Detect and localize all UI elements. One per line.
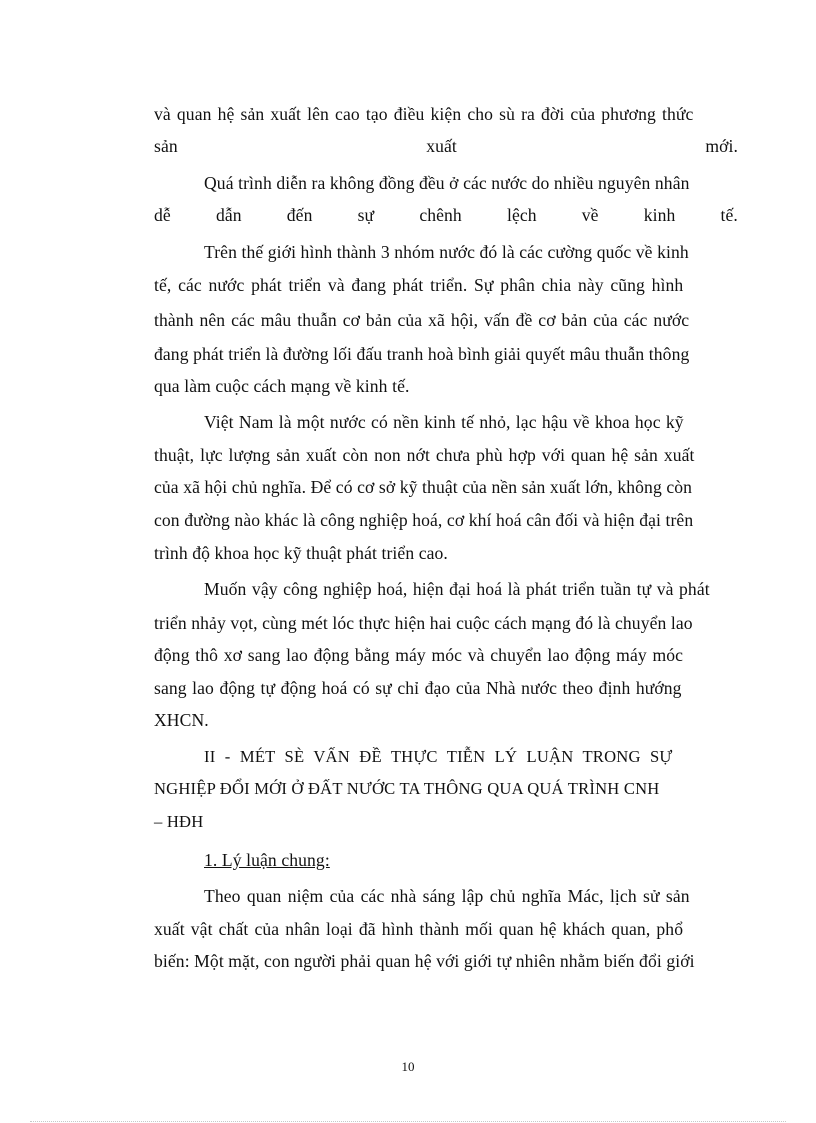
word: kinh xyxy=(643,205,676,225)
spread-line xyxy=(154,135,738,157)
word: mới. xyxy=(705,136,738,156)
word: sự xyxy=(357,205,375,225)
line-text: triển nhảy vọt, cùng mét lóc thực hiện hai cuộc cách mạng đó là chuyển lao xyxy=(154,613,693,633)
heading-text: – HĐH xyxy=(154,812,204,831)
word: dẫn xyxy=(215,205,242,225)
line-text: và quan hệ sản xuất lên cao tạo điều kiện cho sù ra đời của phương thức xyxy=(154,104,694,124)
text-line xyxy=(154,476,738,498)
text-line xyxy=(204,172,738,194)
text-line xyxy=(154,644,738,666)
word: đến xyxy=(286,205,313,225)
text-line xyxy=(154,542,738,564)
text-line xyxy=(154,950,738,972)
word: lệch xyxy=(506,205,537,225)
heading-text: NGHIỆP ĐỔI MỚI Ở ĐẤT NƯỚC TA THÔNG QUA QUÁ TRÌNH CNH xyxy=(154,779,660,798)
line-text: trình độ khoa học kỹ thuật phát triển cao. xyxy=(154,543,448,563)
word: tế. xyxy=(720,205,738,225)
heading-text: II - MÉT SÈ VẤN ĐỀ THỰC TIỄN LÝ LUẬN TRONG SỰ xyxy=(204,747,673,766)
line-text: của xã hội chủ nghĩa. Để có cơ sở kỹ thuật của nền sản xuất lớn, không còn xyxy=(154,477,693,497)
line-text: tế, các nước phát triển và đang phát triển. Sự phân chia này cũng hình xyxy=(154,275,684,295)
word: sản xyxy=(154,136,178,156)
text-line xyxy=(154,677,738,699)
text-line xyxy=(204,885,738,907)
line-text: Muốn vậy công nghiệp hoá, hiện đại hoá là phát triển tuần tự và phát xyxy=(204,579,710,599)
word: xuất xyxy=(426,136,457,156)
line-text: động thô xơ sang lao động bằng máy móc và chuyển lao động máy móc xyxy=(154,645,684,665)
line-text: biến: Một mặt, con người phải quan hệ với giới tự nhiên nhằm biến đổi giới xyxy=(154,951,695,971)
line-text: Theo quan niệm của các nhà sáng lập chủ nghĩa Mác, lịch sử sản xyxy=(204,886,690,906)
line-text: thuật, lực lượng sản xuất còn non nớt chưa phù hợp với quan hệ sản xuất xyxy=(154,445,695,465)
spread-line xyxy=(154,204,738,226)
page-bottom-divider xyxy=(30,1121,786,1122)
line-text: Trên thế giới hình thành 3 nhóm nước đó là các cường quốc về kinh xyxy=(204,242,689,262)
subsection-heading xyxy=(204,849,738,871)
line-text: xuất vật chất của nhân loại đã hình thành mối quan hệ khách quan, phổ xyxy=(154,919,684,939)
text-line xyxy=(154,375,738,397)
line-text: đang phát triển là đường lối đấu tranh hoà bình giải quyết mâu thuẫn thông xyxy=(154,344,690,364)
line-text: thành nên các mâu thuẫn cơ bản của xã hội, vấn đề cơ bản của các nước xyxy=(154,310,690,330)
text-line xyxy=(154,612,738,634)
text-line xyxy=(154,343,738,365)
word: dễ xyxy=(154,205,171,225)
line-text: Việt Nam là một nước có nền kinh tế nhỏ, lạc hậu về khoa học kỹ xyxy=(204,412,684,432)
text-line xyxy=(204,578,738,600)
text-line xyxy=(154,918,738,940)
text-line xyxy=(154,709,738,731)
subheading-text: 1. Lý luận chung: xyxy=(204,850,330,870)
line-text: con đường nào khác là công nghiệp hoá, cơ khí hoá cân đối và hiện đại trên xyxy=(154,510,694,530)
line-text: sang lao động tự động hoá có sự chỉ đạo của Nhà nước theo định hướng xyxy=(154,678,682,698)
text-line xyxy=(204,411,738,433)
word: về xyxy=(581,205,599,225)
text-line xyxy=(154,509,738,531)
line-text: XHCN. xyxy=(154,710,209,730)
section-heading xyxy=(204,746,738,768)
section-heading xyxy=(154,778,738,800)
text-line xyxy=(154,103,738,125)
text-line xyxy=(154,274,738,296)
line-text: Quá trình diễn ra không đồng đều ở các nước do nhiều nguyên nhân xyxy=(204,173,690,193)
text-line xyxy=(154,309,738,331)
section-heading xyxy=(154,811,738,833)
text-line xyxy=(204,241,738,263)
page-number: 10 xyxy=(401,1059,415,1074)
text-line xyxy=(154,444,738,466)
line-text: qua làm cuộc cách mạng về kinh tế. xyxy=(154,376,410,396)
word: chênh xyxy=(419,205,462,225)
